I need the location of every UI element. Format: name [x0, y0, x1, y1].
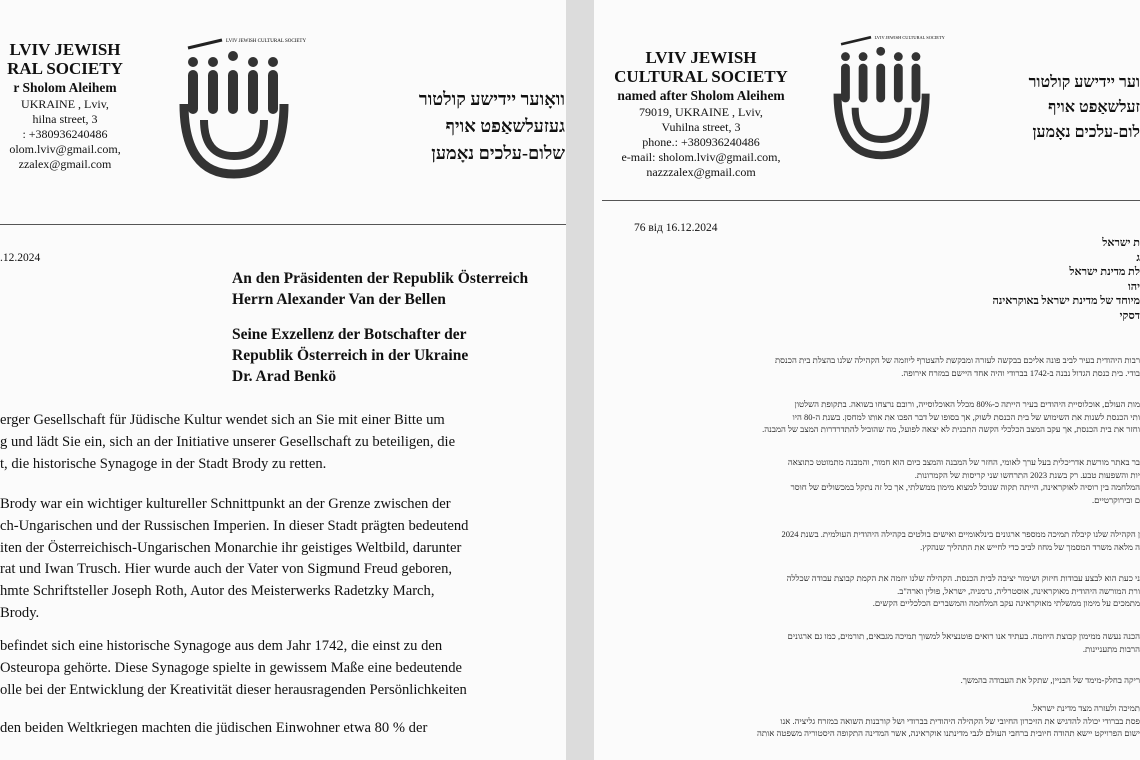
body-paragraph [604, 674, 1140, 687]
body-line: rat und Iwan Trusch. Hier wurde auch der Vater von Sigmund Freud geboren, [0, 561, 453, 578]
body-line: ה מלאה משרד המסמך של מחוז לביב כדי לחייש את התהליך שנהקץ. [920, 541, 1140, 552]
org-named-after: r Sholom Aleihem [13, 80, 117, 95]
left-letter-page [0, 0, 566, 760]
body-line: erger Gesellschaft für Jüdische Kultur wendet sich an Sie mit einer Bitte um [0, 412, 445, 428]
body-line: iten der Österreichisch-Ungarischen Monarchie ihr geistiges Weltbild, darunter [0, 539, 462, 556]
society-logo-icon [180, 34, 307, 184]
body-line: וחזר את בית הכנסת, אך עקב המצב הכלכלי הקשה התכנית לא יצאה לפועל, מה שהוביל להתדרדרות המצב של המבנה. [762, 424, 1140, 434]
body-line: מתמכים על מימון ממשלתי מאוקראינה עקב המלחמה והמשברים הכלכליים הקשים. [872, 598, 1140, 608]
body-line: den beiden Weltkriegen machten die jüdischen Einwohner etwa 80 % der [0, 720, 428, 736]
yiddish-line: לום-עלכים נאָמען [1032, 124, 1140, 141]
body-paragraph [0, 718, 427, 740]
body-line: Brody war ein wichtiger kultureller Schnittpunkt an der Grenze zwischen der [0, 496, 451, 512]
body-line: רבות היהודית בעיר לביב פונה אליכם בבקשה לעזרה ומבקשת להצטרף ליוזמה של הקהילה שלנו בהצלת בית הכנסת [775, 355, 1140, 365]
recipient-block [894, 236, 1140, 323]
org-email: e-mail: sholom.lviv@gmail.com, [621, 150, 781, 164]
recipient-block [232, 268, 528, 387]
body-line: פסת בברודי יכולה להדגיש את הזיכרון החיובי של הקהילה היהודית בברודי ושל קורבנות השואה במזרח גליציה. אנו [780, 715, 1140, 726]
body-paragraph [604, 630, 1140, 655]
org-city: UKRAINE , Lviv, [21, 97, 109, 111]
org-email-2: zzalex@gmail.com [18, 157, 112, 171]
yiddish-line: וער יידישע קולטור [1028, 74, 1140, 91]
org-street: Vuhilna street, 3 [661, 120, 741, 134]
body-line: ורת המורשה היהודית מאוקראינה, אוסטרליה, גרמניה, ישראל, פולין וארה"ב. [897, 585, 1140, 596]
body-line: ם ובירוקרטיים. [1091, 494, 1140, 505]
org-phone: : +380936240486 [22, 127, 108, 141]
body-line: המלחמה בין רוסיה לאוקראינה, הייתה תקוה שנוכל למצוא מימון ממשלתי, אך כל זה נתקל במכשולים של חוסר [790, 482, 1140, 492]
body-line: ריקה בחלק-מימד של הבניין, שתקל את העבודה בהמשך. [960, 675, 1140, 685]
logo-caption: LVIV JEWISH CULTURAL SOCIETY [874, 34, 945, 40]
body-line: Osteuropa gehörte. Diese Synagoge spielte in gewissem Maße eine bedeutende [0, 659, 462, 676]
body-line: ch-Ungarischen und der Russischen Imperien. In dieser Stadt prägten bedeutend [0, 517, 469, 534]
body-line: befindet sich eine historische Synagoge aus dem Jahr 1742, die einst zu den [0, 638, 443, 654]
society-logo-icon [834, 30, 945, 166]
body-paragraph [604, 528, 1140, 553]
body-line: ני כעת הוא לבצע עבודות חיזוק ושימור יציבה לבית הכנסת. הקהילה שלנו יוזמה את הקמת קבוצת עבודה שכללה [786, 573, 1140, 583]
body-line: בר באתר מורשת אדריכלית בעל ערך לאומי, החזר של המבנה והמצב כיום הוא חמור, והמבנה מתמוטט כתוצאה [787, 457, 1140, 467]
recipient-line: Seine Exzellenz der Botschafter der [232, 326, 467, 343]
yiddish-header [960, 70, 1140, 145]
header-divider [602, 200, 1140, 201]
recipient-line: יהו [1127, 280, 1140, 293]
yiddish-line: שלום-עלכים נאָמען [431, 143, 565, 163]
body-paragraph [604, 572, 1140, 610]
logo-caption: LVIV JEWISH CULTURAL SOCIETY [226, 39, 307, 44]
recipient-line: Republik Österreich in der Ukraine [232, 347, 469, 364]
body-line: Brody. [0, 604, 40, 621]
body-line: ותי הכנסת לשנות את השימוש של בית הכנסת לשוק, אך בסופו של דבר הפכו את אותו למחסן. בשנת ה-80 היו [792, 411, 1140, 422]
body-line: מות העולם, אוכלוסיית היהודים בעיר הייתה כ-80% מכלל האוכלוסייה, ורובם נרצחו בשואה. בתקופת השלטון [794, 399, 1140, 409]
org-phone: phone.: +380936240486 [642, 135, 760, 149]
body-line: הרבות מתעניינות. [1082, 643, 1140, 654]
yiddish-header [330, 86, 565, 167]
body-line: g und lädt Sie ein, sich an der Initiative unserer Gesellschaft zu beteiligen, die [0, 433, 456, 450]
body-paragraph [0, 636, 467, 701]
recipient-line: Dr. Arad Benkö [232, 368, 337, 385]
recipient-line: ת ישראל [1102, 237, 1140, 249]
body-paragraph [604, 456, 1140, 506]
body-line: ישום הפרויקט יישא תהודה חיובית ברחבי העולם לגבי מדינתנו אוקראינה, אשר המדינה התקופה היסטוריה משפטה אותה [757, 728, 1140, 738]
header-divider [0, 224, 566, 225]
recipient-line: An den Präsidenten der Republik Österreich [232, 270, 529, 287]
body-line: olle bei der Entwicklung der Kreativität dieser herausragenden Persönlichkeiten [0, 681, 467, 698]
org-city: 79019, UKRAINE , Lviv, [639, 105, 763, 119]
recipient-line: ג [1136, 251, 1140, 264]
body-line: hmte Schriftsteller Joseph Roth, Autor des Meisterwerks Radetzky March, [0, 583, 435, 600]
body-paragraph [604, 702, 1140, 740]
recipient-line: Herrn Alexander Van der Bellen [232, 291, 446, 308]
yiddish-line: וואָוער יידישע קולטור [418, 89, 565, 109]
org-name-line: LVIV JEWISH [9, 40, 121, 59]
body-line: ן הקהילה שלנו קיבלה תמיכה ממספר ארגונים בינלאומיים ואישים בולטים בקהילה היהודית העולמית. בשנת 2024 [781, 529, 1140, 539]
org-email-2: nazzzalex@gmail.com [646, 165, 756, 179]
yiddish-line: זעלשאַפט אויף [1048, 99, 1140, 116]
right-letter-page [594, 0, 1140, 760]
body-paragraph [604, 398, 1140, 436]
org-name-line: RAL SOCIETY [7, 59, 123, 78]
letter-date: 76 від 16.12.2024 [634, 222, 718, 234]
body-line: תמיכה ולעזרה מצד מדינת ישראל. [1031, 703, 1140, 713]
org-header [0, 40, 150, 172]
org-header [606, 48, 796, 180]
body-paragraph [0, 494, 468, 625]
yiddish-line: געזעלשאַפט אויף [445, 116, 565, 136]
org-name-line: LVIV JEWISH [645, 48, 757, 67]
recipient-line: מיוחד של מדינת ישראל באוקראינה [992, 295, 1140, 307]
recipient-line: דסקי [1119, 309, 1140, 322]
body-paragraph [0, 410, 455, 475]
body-paragraph [604, 354, 1140, 379]
org-email: olom.lviv@gmail.com, [9, 142, 121, 156]
recipient-line: לת מדינת ישראל [1069, 266, 1140, 278]
body-line: הכנה נעשה ממימון קבוצת היוזמה. בעתיד אנו רואים פוטנציאל למשוך תמיכה מגבאים, תורמים, כמו גם ארגונים [787, 631, 1140, 641]
org-street: hilna street, 3 [32, 112, 98, 126]
body-line: t, die historische Synagoge in der Stadt Brody zu retten. [0, 455, 327, 472]
recipient-spacer [232, 310, 528, 324]
letter-date: .12.2024 [0, 252, 41, 264]
org-name-line: CULTURAL SOCIETY [614, 67, 788, 86]
org-named-after: named after Sholom Aleihem [617, 88, 785, 103]
body-line: בודי. בית כנסת הגדול נבנה ב-1742 בברודי והיה אחד היישם במזרח אירופה. [901, 367, 1140, 378]
body-line: יות והשפעות טבע. רק בשנת 2023 התרחשו שני קריסות של הקמרונות. [914, 469, 1140, 480]
